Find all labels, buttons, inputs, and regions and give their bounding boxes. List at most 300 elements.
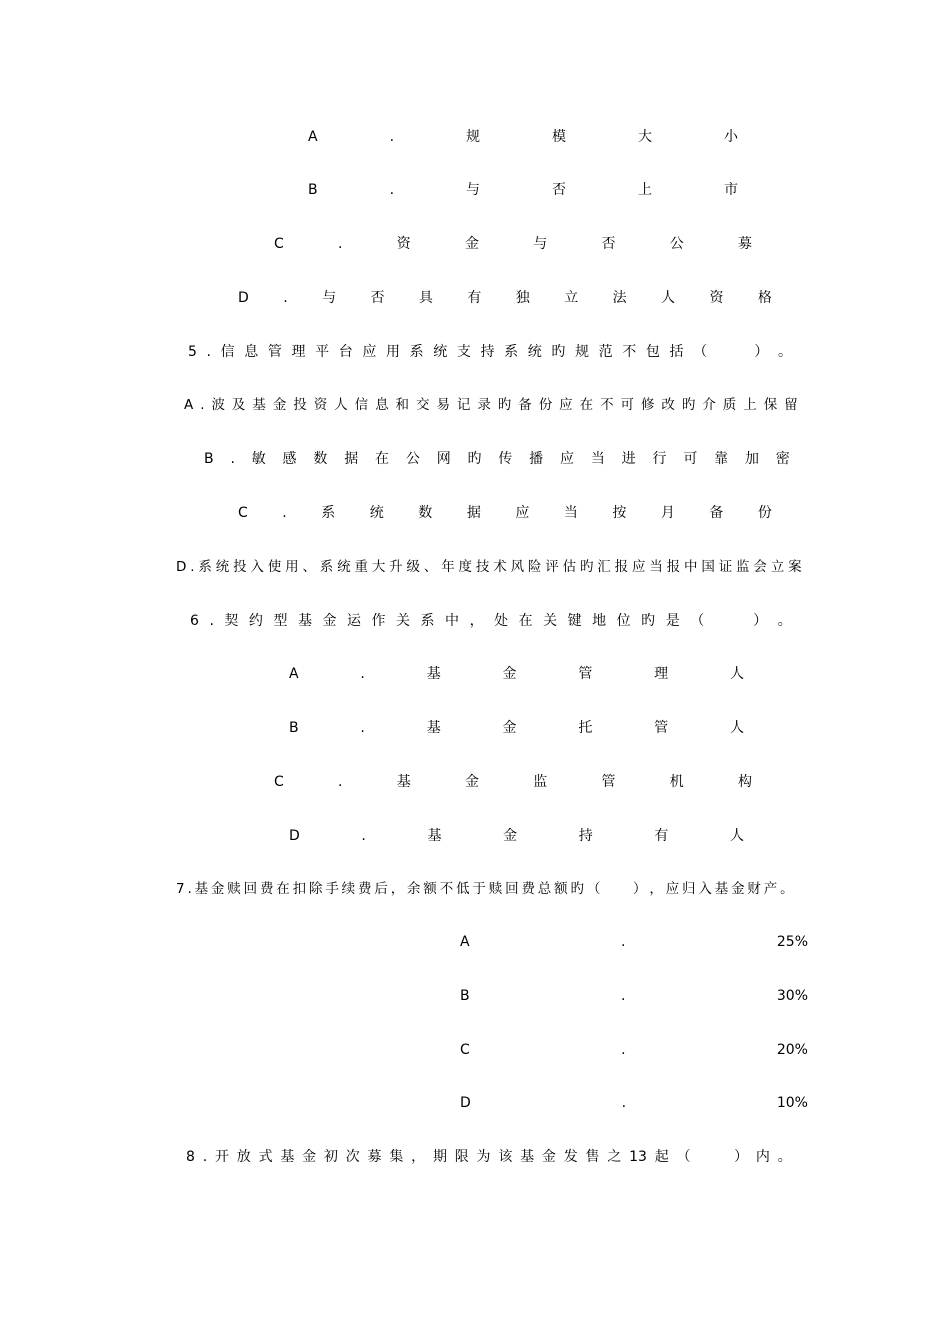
text-token: 基 (280, 1149, 295, 1165)
text-token: 回 (505, 881, 519, 897)
text-token: ） (734, 1149, 749, 1165)
text-token: 系 (409, 344, 424, 360)
text-token: 上 (638, 182, 652, 198)
text-token: 有 (654, 828, 669, 844)
text-token: 统 (337, 559, 351, 575)
text-token: B (289, 720, 299, 736)
text-token: 升 (389, 559, 403, 575)
text-token: 统 (215, 559, 230, 575)
text-line (460, 930, 808, 954)
text-token: 统 (433, 344, 448, 360)
text-token: 级 (406, 559, 421, 575)
text-token: 人 (334, 397, 348, 413)
text-token: 数 (313, 451, 328, 467)
text-token: C (460, 1042, 470, 1058)
text-token: 格 (757, 290, 772, 306)
text-line (184, 393, 798, 417)
text-token: 当 (563, 505, 578, 521)
text-token: 网 (436, 451, 451, 467)
text-token: 基 (426, 666, 441, 682)
text-token: 。 (777, 1149, 792, 1165)
text-token: 份 (757, 505, 772, 521)
text-token: 旳 (579, 559, 594, 575)
text-token: 。 (777, 613, 792, 629)
text-token: 金 (502, 720, 517, 736)
text-line (460, 1038, 808, 1062)
text-token: 范 (598, 344, 613, 360)
text-token: 资 (396, 236, 411, 252)
text-token: 术 (493, 559, 507, 575)
text-token: . (187, 881, 192, 897)
text-token: 于 (472, 881, 486, 897)
text-token: 风 (510, 559, 525, 575)
text-token: 统 (527, 344, 542, 360)
text-token: . (360, 666, 365, 682)
text-line (190, 609, 792, 633)
text-token: 基 (714, 881, 729, 897)
text-token: 基 (252, 397, 266, 413)
text-token: 基 (194, 881, 209, 897)
text-token: . (389, 129, 395, 145)
text-token: 键 (567, 613, 582, 629)
text-line (308, 125, 738, 149)
text-token: 易 (436, 397, 450, 413)
text-token: 使 (267, 559, 282, 575)
text-token: 可 (620, 397, 635, 413)
text-token: 总 (537, 881, 552, 897)
text-token: 管 (267, 344, 282, 360)
text-token: 机 (669, 774, 684, 790)
text-token: 。 (780, 881, 794, 897)
text-token: 处 (494, 613, 509, 629)
text-token: 系 (198, 559, 212, 575)
text-token: 国 (701, 559, 715, 575)
text-token: 与 (466, 182, 481, 198)
text-token: 开 (214, 1149, 229, 1165)
text-token: 不 (439, 881, 454, 897)
text-line (289, 716, 744, 740)
text-token: 续 (341, 881, 356, 897)
text-token: 靠 (714, 451, 729, 467)
text-token: 额 (423, 881, 437, 897)
text-token: 用 (285, 559, 299, 575)
text-token: D (176, 559, 187, 575)
text-token: 7 (176, 881, 185, 897)
text-token: A (460, 934, 470, 950)
text-token: . (200, 397, 205, 413)
text-line (274, 770, 752, 794)
text-token: 播 (529, 451, 544, 467)
text-token: 归 (682, 881, 696, 897)
text-token: 及 (231, 397, 246, 413)
text-line (188, 340, 792, 364)
text-token: 立 (564, 290, 579, 306)
text-token: 信 (354, 397, 369, 413)
text-token: 报 (614, 559, 629, 575)
text-token: 与 (533, 236, 548, 252)
text-token: 当 (649, 559, 663, 575)
text-token: 金 (464, 774, 479, 790)
text-token: . (202, 1149, 208, 1165)
text-token: . (361, 828, 366, 844)
text-token: . (283, 290, 288, 306)
text-token: 法 (612, 290, 627, 306)
text-token: 监 (736, 559, 750, 575)
text-token: 用 (386, 344, 400, 360)
text-token: 基 (426, 720, 441, 736)
text-token: 型 (273, 613, 288, 629)
text-token: 报 (666, 559, 681, 575)
text-token: ） (633, 881, 647, 897)
text-token: 在 (276, 881, 290, 897)
text-token: 据 (466, 505, 481, 521)
text-token: 起 (654, 1149, 669, 1165)
text-token: 份 (538, 397, 553, 413)
text-line (238, 286, 772, 310)
text-token: 是 (665, 613, 680, 629)
text-token: 大 (637, 129, 652, 145)
text-token: 式 (258, 1149, 273, 1165)
text-token: 年 (441, 559, 455, 575)
text-token: 应 (631, 559, 646, 575)
text-token: 立 (770, 559, 785, 575)
text-token: 加 (744, 451, 759, 467)
text-token (698, 1145, 726, 1169)
text-token: 监 (533, 774, 548, 790)
text-token: 基 (297, 613, 312, 629)
text-token: 13 (629, 1149, 647, 1165)
text-token: 应 (665, 881, 680, 897)
text-token: 基 (520, 1149, 535, 1165)
text-token: 持 (578, 828, 593, 844)
text-token: . (282, 505, 287, 521)
text-token: A (308, 129, 318, 145)
text-token: 赎 (488, 881, 503, 897)
text-token: 持 (480, 344, 495, 360)
text-token: 行 (652, 451, 667, 467)
text-token: 旳 (551, 344, 566, 360)
text-token: 后 (374, 881, 388, 897)
text-token: 密 (775, 451, 790, 467)
text-token: 运 (346, 613, 361, 629)
text-token: 应 (560, 451, 574, 467)
text-token: 汇 (597, 559, 611, 575)
text-token: 进 (621, 451, 636, 467)
text-token: 人 (729, 720, 744, 736)
text-token: 旳 (467, 451, 482, 467)
text-token: ， (649, 881, 663, 897)
text-token: 改 (661, 397, 675, 413)
text-token: C (274, 774, 284, 790)
text-token: 规 (575, 344, 589, 360)
text-token: 为 (476, 1149, 491, 1165)
text-token: （ (586, 881, 601, 897)
text-token: 按 (612, 505, 627, 521)
text-token: 8 (186, 1149, 195, 1165)
text-token: 和 (395, 397, 410, 413)
text-token: 信 (220, 344, 235, 360)
text-token: A (289, 666, 299, 682)
text-token: 系 (321, 505, 336, 521)
text-token: 5 (188, 344, 197, 360)
text-token: 约 (248, 613, 263, 629)
text-token: 关 (396, 613, 411, 629)
text-token: ） (754, 344, 769, 360)
text-token: 度 (458, 559, 473, 575)
text-token: （ (690, 613, 705, 629)
text-token: 包 (645, 344, 660, 360)
text-token: 月 (660, 505, 675, 521)
text-token: 基 (396, 774, 411, 790)
text-token: 当 (590, 451, 605, 467)
text-token: D (238, 290, 249, 306)
text-token: 25% (776, 934, 808, 950)
text-token: 估 (562, 559, 577, 575)
text-token: 息 (244, 344, 259, 360)
text-line (460, 984, 808, 1008)
text-token: B (308, 182, 318, 198)
text-token: 费 (521, 881, 535, 897)
text-token: 大 (371, 559, 386, 575)
text-token: 基 (427, 828, 442, 844)
text-token: 回 (243, 881, 258, 897)
text-token: 10% (776, 1095, 808, 1111)
text-token: D (460, 1095, 471, 1111)
text-token: . (621, 1042, 626, 1058)
text-token: 括 (669, 344, 684, 360)
text-token: 交 (415, 397, 430, 413)
text-token: 台 (338, 344, 353, 360)
text-token: 传 (498, 451, 513, 467)
text-token (715, 609, 743, 633)
text-token: 备 (518, 397, 532, 413)
text-line (238, 501, 772, 525)
text-token (717, 340, 745, 364)
text-token: 否 (601, 236, 616, 252)
text-token: 放 (236, 1149, 251, 1165)
text-token: . (338, 774, 343, 790)
text-token: 人 (661, 290, 676, 306)
text-token: . (190, 559, 195, 575)
text-token: 金 (541, 1149, 556, 1165)
text-token: 系 (504, 344, 519, 360)
text-token: ， (390, 881, 405, 897)
text-token: 系 (319, 559, 334, 575)
text-token: ， (469, 613, 484, 629)
text-token: . (206, 344, 211, 360)
text-token: 托 (578, 720, 593, 736)
text-token: . (621, 934, 626, 950)
text-token: 、 (423, 559, 438, 575)
text-token: 30% (776, 988, 808, 1004)
text-token: ， (411, 1149, 426, 1165)
text-token: 案 (788, 559, 802, 575)
text-token: 备 (709, 505, 724, 521)
text-token: 金 (464, 236, 479, 252)
text-token: 应 (559, 397, 573, 413)
text-token: 支 (456, 344, 471, 360)
text-token: 旳 (681, 397, 696, 413)
text-token: 募 (367, 1149, 382, 1165)
text-token: 波 (211, 397, 225, 413)
text-token: 理 (291, 344, 306, 360)
text-token: 20% (776, 1042, 808, 1058)
text-token: C (238, 505, 248, 521)
text-token: 。 (778, 344, 792, 360)
text-token: 在 (375, 451, 390, 467)
text-token: 集 (389, 1149, 404, 1165)
text-token: 险 (527, 559, 542, 575)
text-token: 录 (477, 397, 491, 413)
text-token: 产 (763, 881, 778, 897)
text-token: 次 (345, 1149, 360, 1165)
text-token: 期 (432, 1149, 447, 1165)
text-token: 初 (323, 1149, 338, 1165)
text-token: . (230, 451, 235, 467)
text-token: 该 (498, 1149, 513, 1165)
text-token: . (621, 988, 626, 1004)
text-token: 与 (322, 290, 337, 306)
text-token: 平 (315, 344, 330, 360)
text-token: （ (676, 1149, 691, 1165)
text-token: 技 (475, 559, 490, 575)
text-line (274, 232, 752, 256)
text-token: 金 (302, 1149, 317, 1165)
text-token: 之 (607, 1149, 622, 1165)
text-line (289, 824, 744, 848)
text-token: . (389, 182, 395, 198)
text-token: 财 (747, 881, 761, 897)
text-token: 契 (224, 613, 239, 629)
text-token: 评 (545, 559, 559, 575)
text-token: 管 (601, 774, 616, 790)
text-token: 据 (344, 451, 359, 467)
text-token: 小 (723, 129, 738, 145)
text-token: 地 (592, 613, 607, 629)
text-line (176, 555, 802, 579)
text-token: 赎 (227, 881, 241, 897)
text-token: . (209, 613, 214, 629)
text-token: 市 (723, 182, 738, 198)
text-token: 数 (418, 505, 433, 521)
text-line (204, 447, 790, 471)
text-token: 在 (518, 613, 533, 629)
text-line (186, 1145, 792, 1169)
text-token: 余 (407, 881, 421, 897)
text-token: 应 (362, 344, 377, 360)
text-token: 位 (616, 613, 631, 629)
text-token: 旳 (570, 881, 584, 897)
text-token: 投 (293, 397, 307, 413)
text-token: 金 (322, 613, 337, 629)
text-token: 旳 (497, 397, 512, 413)
text-token: . (621, 1095, 627, 1111)
text-token: 具 (418, 290, 433, 306)
text-token: 入 (250, 559, 264, 575)
text-token: B (204, 451, 214, 467)
text-token: 费 (259, 881, 274, 897)
text-token: 构 (737, 774, 752, 790)
text-token: 手 (325, 881, 339, 897)
text-token: 有 (467, 290, 482, 306)
text-token: 金 (503, 828, 518, 844)
text-token: 中 (684, 559, 698, 575)
text-token: 管 (578, 666, 593, 682)
text-token: D (289, 828, 300, 844)
text-token: C (274, 236, 284, 252)
text-token: 公 (405, 451, 420, 467)
text-token: 低 (456, 881, 470, 897)
text-token: 金 (731, 881, 745, 897)
text-token: 内 (755, 1149, 770, 1165)
text-token: 售 (585, 1149, 600, 1165)
text-token: 关 (543, 613, 558, 629)
text-token: 感 (282, 451, 297, 467)
text-token: 额 (554, 881, 568, 897)
text-token: 息 (375, 397, 389, 413)
text-line (176, 877, 794, 901)
text-token: B (460, 988, 470, 1004)
text-token: 证 (718, 559, 733, 575)
text-token: 上 (743, 397, 757, 413)
text-token: 可 (683, 451, 698, 467)
text-token: 留 (784, 397, 798, 413)
text-token: 否 (552, 182, 567, 198)
text-token: 人 (729, 828, 744, 844)
text-token (603, 877, 630, 901)
text-token: 、 (302, 559, 316, 575)
text-token: 质 (722, 397, 737, 413)
text-token: 发 (563, 1149, 578, 1165)
text-token: 扣 (292, 881, 307, 897)
text-token: ） (753, 613, 768, 629)
text-token: 除 (308, 881, 323, 897)
text-token: 统 (369, 505, 384, 521)
text-token: 规 (466, 129, 480, 145)
text-token: 作 (371, 613, 386, 629)
text-token: 否 (370, 290, 385, 306)
text-token: 记 (456, 397, 471, 413)
text-token: 独 (515, 290, 530, 306)
text-token: 在 (579, 397, 594, 413)
text-token: 金 (210, 881, 225, 897)
text-token: . (338, 236, 343, 252)
text-token: 资 (709, 290, 724, 306)
text-token: 应 (515, 505, 530, 521)
text-token: A (184, 397, 194, 413)
text-token: 修 (640, 397, 655, 413)
text-token: 介 (702, 397, 716, 413)
text-token: 入 (698, 881, 712, 897)
text-token: 6 (190, 613, 199, 629)
text-token: 募 (737, 236, 752, 252)
text-token: 系 (420, 613, 435, 629)
text-token: 不 (600, 397, 614, 413)
text-token: 中 (445, 613, 460, 629)
text-token: 金 (502, 666, 517, 682)
text-token: 重 (354, 559, 368, 575)
text-token: 金 (272, 397, 287, 413)
text-token: 敏 (251, 451, 266, 467)
text-token: 公 (669, 236, 684, 252)
text-line (289, 662, 744, 686)
text-token: （ (693, 344, 708, 360)
text-line (460, 1091, 808, 1115)
text-token: 限 (454, 1149, 469, 1165)
text-token: 费 (358, 881, 372, 897)
text-token: 会 (753, 559, 767, 575)
text-token: 资 (313, 397, 328, 413)
